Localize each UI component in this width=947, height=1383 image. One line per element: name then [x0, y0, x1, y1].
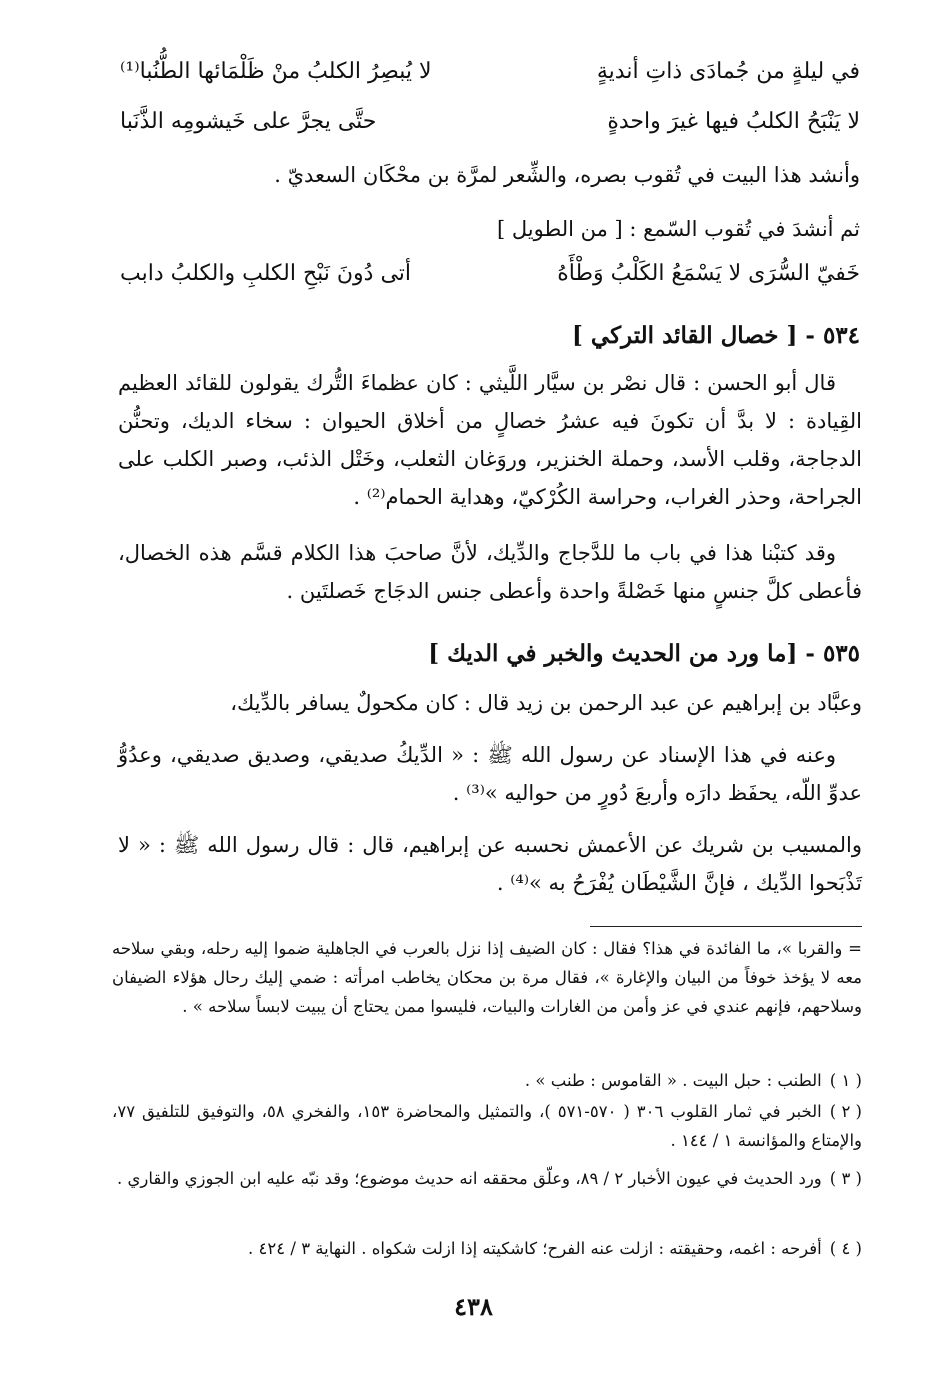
- verse-2-first-hemistich: لا يَنْبَحُ الكلبُ فيها غيرَ واحدةٍ: [607, 109, 860, 134]
- verse-3-second-hemistich: أتى دُونَ نَبْحِ الكلبِ والكلبُ دابب: [120, 261, 412, 286]
- footnote-4: [112, 1234, 862, 1263]
- verse-2-second-hemistich: حتَّى يجرَّ على خَيشومِه الذَّنَبا: [120, 109, 377, 134]
- section-534-paragraph-1: قال أبو الحسن : قال نصْر بن سيَّار اللَّيثي : كان عظماءَ التُّرك يقولون للقائد العظيم القِيادة : لا بدَّ أن تكونَ فيه عشرُ خصالٍ من أخلاق الحيوان : سخاء الديك، وتحنُّن الدجاجة، وقلب الأسد، وحملة الخنزير، وروَغان الثعلب، وخَتْل الذئب، وصبر الكلب على الجراحة، وحذر الغراب، وحراسة الكُرْكيّ، وهداية الحمام⁽²⁾ .: [118, 371, 862, 509]
- footnote-1-number: ( ١ ): [829, 1071, 862, 1090]
- section-534-paragraph-2: وقد كتبْنا هذا في باب ما للدَّجاج والدِّيك، لأنَّ صاحبَ هذا الكلام قسَّم هذه الخصال، فأعطى كلَّ جنسٍ منها خَصْلةً واحدة وأعطى جنس الدجَاج خَصلتَين .: [118, 541, 862, 603]
- meter-intro-line: ثم أنشدَ في تُقوب السّمع : [ من الطويل ]: [497, 217, 860, 241]
- footnote-4-text: أفرحه : اغمه، وحقيقته : ازلت عنه الفرح؛ كاشكيته إذا ازلت شكواه . النهاية ٣ / ٤٢٤ .: [248, 1239, 822, 1258]
- footnote-separator: [590, 926, 862, 927]
- section-535-paragraph-3: والمسيب بن شريك عن الأعمش نحسبه عن إبراهيم، قال : قال رسول الله ﷺ : « لا تَذْبَحوا الدِّيك ، فإنَّ الشَّيْطَان يُفْرَحُ به »⁽⁴⁾ .: [118, 833, 862, 895]
- verse-line-3: [120, 258, 860, 290]
- footnote-2-number: ( ٢ ): [829, 1102, 862, 1121]
- verse-3-first-hemistich: خَفيّ السُّرَى لا يَسْمَعُ الكَلْبُ وَطْأَهُ: [557, 261, 860, 286]
- footnote-3-text: ورد الحديث في عيون الأخبار ٢ / ٨٩، وعلّق محققه انه حديث موضوع؛ وقد نبّه عليه ابن الجوزي والقاري .: [117, 1169, 822, 1188]
- verse-1-second-hemistich: لا يُبصِرُ الكلبُ منْ ظَلْمَائها الطُّنُبا⁽¹⁾: [120, 59, 432, 84]
- section-535-paragraph-1: وعبَّاد بن إبراهيم عن عبد الرحمن بن زيد قال : كان مكحولٌ يسافر بالدِّيك،: [230, 691, 862, 715]
- footnote-1-text: الطنب : حبل البيت . « القاموس : طنب » .: [524, 1071, 822, 1090]
- section-535-heading: ٥٣٥ - [ما ورد من الحديث والخبر في الديك ]: [428, 640, 860, 667]
- footnote-1: [112, 1066, 862, 1095]
- attribution-line: وأنشد هذا البيت في تُقوب بصره، والشِّعر لمرَّة بن محْكَان السعديّ .: [274, 163, 860, 187]
- section-534-heading: ٥٣٤ - [ خصال القائد التركي ]: [572, 322, 860, 349]
- verse-1-first-hemistich: في ليلةٍ من جُمادَى ذاتِ أنديةٍ: [596, 59, 860, 84]
- section-535-paragraph-2: وعنه في هذا الإسناد عن رسول الله ﷺ : « الدِّيكُ صديقي، وصديق صديقي، وعدُوُّ عدوِّ اللّه، يحفَظ دارَه وأربعَ دُورٍ من حواليه »⁽³⁾ .: [118, 743, 862, 805]
- verse-line-2: [120, 106, 860, 138]
- footnote-3-number: ( ٣ ): [829, 1169, 862, 1188]
- footnote-4-number: ( ٤ ): [829, 1239, 862, 1258]
- verse-line-1: [120, 56, 860, 88]
- footnote-3: [112, 1164, 862, 1193]
- footnote-continuation: = والقربا »، ما الفائدة في هذا؟ فقال : كان الضيف إذا نزل بالعرب في الجاهلية ضموا إليه رحله، وبقي سلاحه معه لا يؤخذ خوفاً من البيان والإغارة »، فقال مرة بن محكان يخاطب امرأته : ضمي إليك رحال هؤلاء الضيفان وسلاحهم، فإنهم عندي في عز وأمن من الغارات والبيات، فليسوا ممن يحتاج أن يبيت لابساً سلاحه » .: [112, 939, 862, 1016]
- footnote-2-text: الخبر في ثمار القلوب ٣٠٦ ( ٥٧٠-٥٧١ )، والتمثيل والمحاضرة ١٥٣، والفخري ٥٨، والتوفيق للتلفيق ٧٧، والإمتاع والمؤانسة ١ / ١٤٤ .: [112, 1102, 862, 1150]
- footnote-2: [112, 1097, 862, 1155]
- page-number: ٤٣٨: [454, 1292, 493, 1321]
